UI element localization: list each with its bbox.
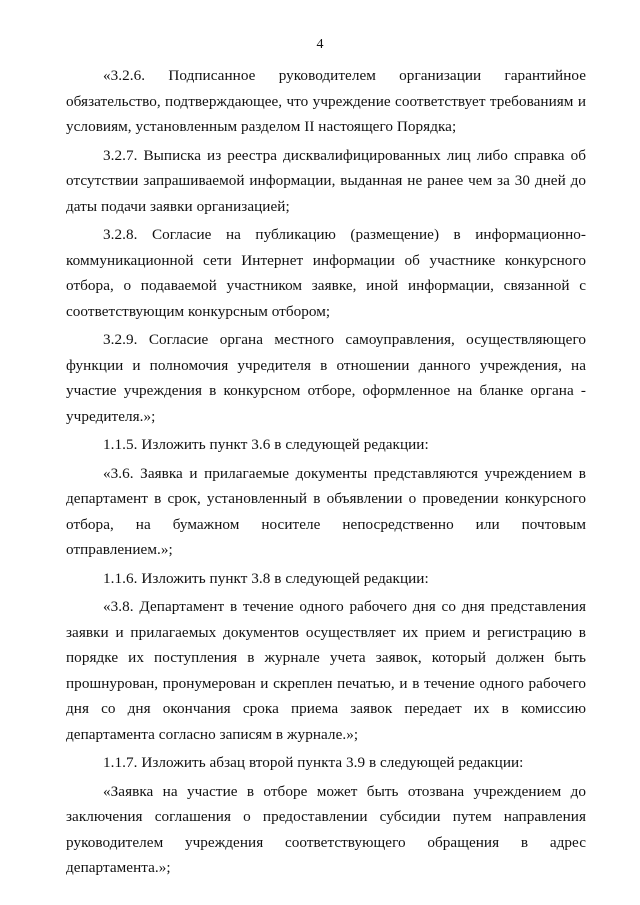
paragraph-3-2-8: 3.2.8. Согласие на публикацию (размещение) в информационно-коммуникационной сети Интернет информации об участнике конкурсного отбора, о подаваемой участником заявке, иной информации, связанной с соответствующим конкурсным отбором; — [66, 226, 586, 320]
paragraph-1-1-7: 1.1.7. Изложить абзац второй пункта 3.9 в следующей редакции: — [103, 754, 524, 771]
paragraph-3-2-6: «3.2.6. Подписанное руководителем организации гарантийное обязательство, подтверждающее, что учреждение соответствует требованиям и условиям, установленным разделом II настоящего Порядка; — [66, 67, 586, 135]
paragraph-1-1-5: 1.1.5. Изложить пункт 3.6 в следующей редакции: — [103, 436, 429, 453]
page-number: 4 — [316, 37, 324, 52]
paragraph-3-6: «3.6. Заявка и прилагаемые документы представляются учреждением в департамент в срок, установленный в объявлении о проведении конкурсного отбора, на бумажном носителе непосредственно или почтовым отправлением.»; — [66, 464, 586, 558]
paragraph-3-2-7: 3.2.7. Выписка из реестра дисквалифицированных лиц либо справка об отсутствии запрашиваемой информации, выданная не ранее чем за 30 дней до даты подачи заявки организацией; — [66, 146, 586, 215]
paragraph-3-2-9: 3.2.9. Согласие органа местного самоуправления, осуществляющего функции и полномочия учредителя в отношении данного учреждения, на участие учреждения в конкурсном отборе, оформленное на бланке органа - учредителя.»; — [66, 331, 586, 425]
document-body — [66, 63, 586, 881]
paragraph-3-9-abzac-2: «Заявка на участие в отборе может быть отозвана учреждением до заключения соглашения о предоставлении субсидии путем направления руководителем учреждения соответствующего обращения в адрес департамента.»; — [66, 782, 586, 876]
paragraph-1-1-6: 1.1.6. Изложить пункт 3.8 в следующей редакции: — [103, 569, 429, 587]
paragraph-3-8: «3.8. Департамент в течение одного рабочего дня со дня представления заявки и прилагаемых документов осуществляет их прием и регистрацию в порядке их поступления в журнале учета заявок, который должен быть прошнурован, пронумерован и скреплен печатью, и в течение одного рабочего дня со дня окончания срока приема заявок передает их в комиссию департамента согласно записям в журнале.»; — [66, 598, 586, 743]
